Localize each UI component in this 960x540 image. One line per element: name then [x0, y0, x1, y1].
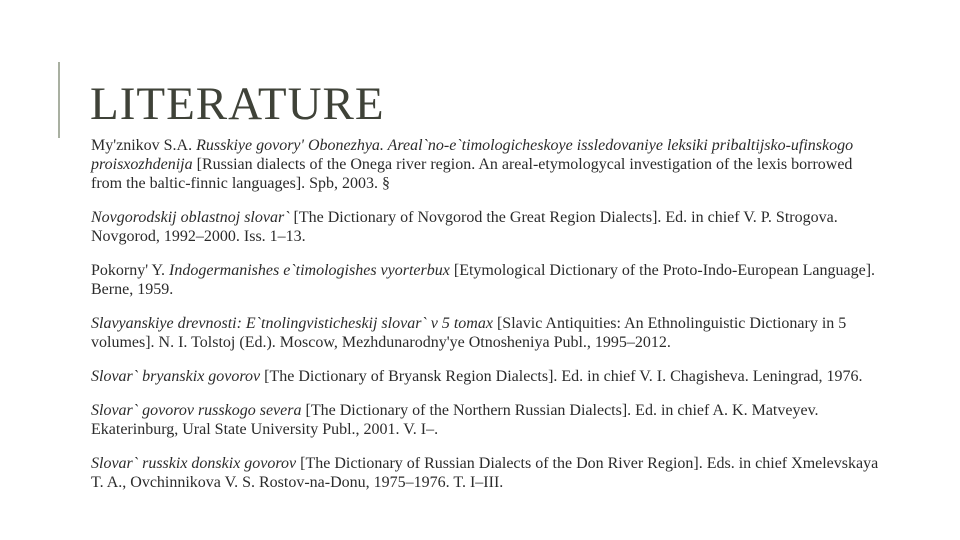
reference-item: [91, 454, 881, 492]
reference-item: [91, 136, 881, 193]
reference-title: Slovar` bryanskix govorov: [91, 368, 261, 385]
title-accent-bar: [58, 62, 60, 138]
reference-item: [91, 261, 881, 299]
reference-item: [91, 208, 881, 246]
reference-details: [Etymological Dictionary of the Proto-Indo-European Language]. Berne, 1959.: [91, 262, 876, 298]
reference-details: [The Dictionary of the Northern Russian Dialects]. Ed. in chief A. K. Matveyev. Ekaterinburg, Ural State University Publ., 2001. V. I–.: [91, 402, 819, 438]
reference-details: [The Dictionary of Novgorod the Great Region Dialects]. Ed. in chief V. P. Strogova. Novgorod, 1992–2000. Iss. 1–13.: [91, 209, 838, 245]
reference-list: [91, 136, 881, 507]
reference-title: Slovar` govorov russkogo severa: [91, 402, 302, 419]
reference-title: Slovar` russkix donskix govorov: [91, 455, 297, 472]
reference-details: [The Dictionary of Russian Dialects of the Don River Region]. Eds. in chief Xmelevskaya T. A., Ovchinnikova V. S. Rostov-na-Donu, 1975–1976. T. I–III.: [91, 455, 879, 491]
reference-title: Russkiye govory' Obonezhya. Areal`no-e`timologicheskoye issledovaniye leksiki pribaltijsko-ufinskogo proisxozhdenija: [91, 137, 854, 173]
reference-title: Slavyanskiye drevnosti: E`tnolingvisticheskij slovar` v 5 tomax: [91, 315, 493, 332]
reference-title: Indogermanishes e`timologishes vyorterbux: [169, 262, 450, 279]
reference-item: [91, 401, 881, 439]
reference-item: [91, 367, 881, 386]
slide-title: LITERATURE: [90, 78, 385, 130]
reference-details: [Slavic Antiquities: An Ethnolinguistic Dictionary in 5 volumes]. N. I. Tolstoj (Ed.). Moscow, Mezhdunarodny'ye Otnosheniya Publ., 1995–2012.: [91, 315, 847, 351]
reference-author: Pokorny' Y.: [91, 262, 170, 279]
reference-item: [91, 314, 881, 352]
reference-details: [Russian dialects of the Onega river region. An areal-etymologycal investigation of the lexis borrowed from the baltic-finnic languages]. Spb, 2003. §: [91, 156, 853, 192]
reference-author: My'znikov S.A.: [91, 137, 197, 154]
reference-details: [The Dictionary of Bryansk Region Dialects]. Ed. in chief V. I. Chagisheva. Leningrad, 1976.: [260, 368, 863, 385]
reference-title: Novgorodskij oblastnoj slovar`: [91, 209, 290, 226]
